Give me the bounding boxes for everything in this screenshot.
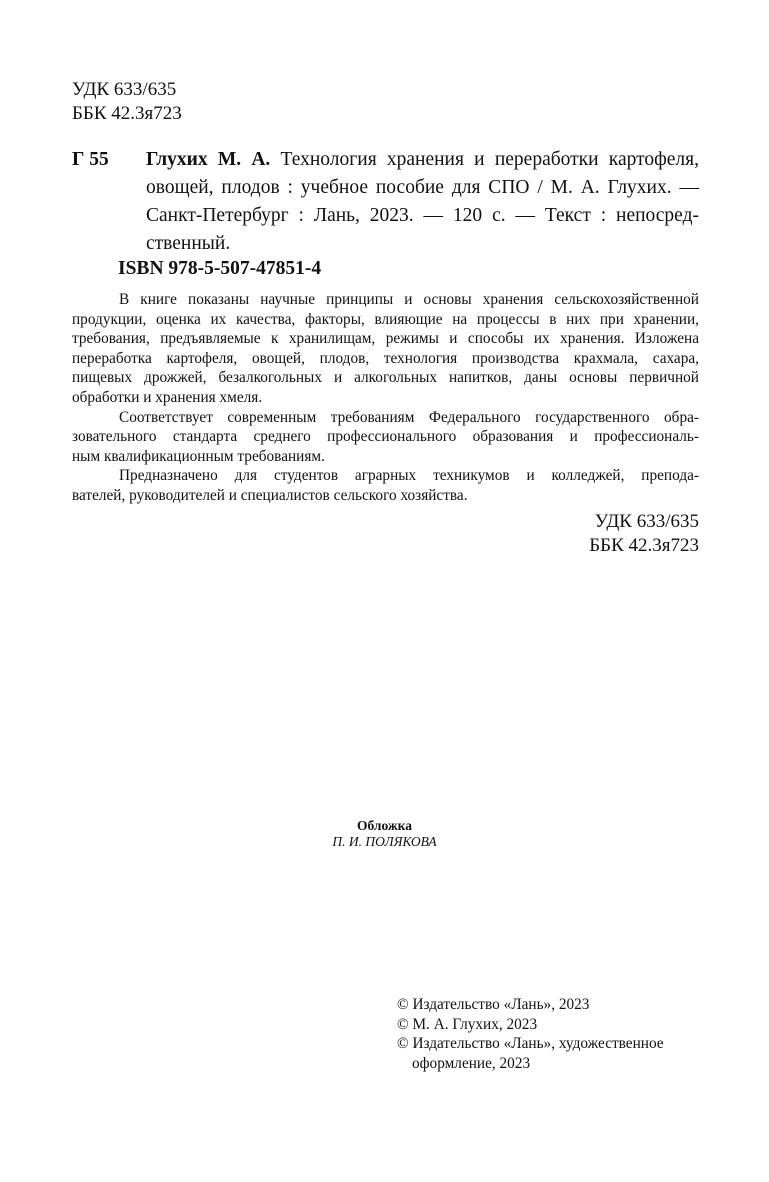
copyright-line: оформление, 2023: [412, 1054, 531, 1072]
entry-line: овощей, плодов : учебное пособие для СПО / М. А. Глухих. —: [146, 177, 699, 198]
copyright-line: © Издательство «Лань», художественное: [397, 1035, 664, 1053]
entry-line: Санкт-Петербург : Лань, 2023. — 120 с. — Текст : непосред-: [146, 205, 699, 226]
author-name: Глухих М. А.: [146, 149, 271, 170]
abstract: [72, 290, 699, 506]
entry-line: [146, 146, 699, 174]
udk-bbk-footer: [589, 510, 699, 558]
bbk-code: ББК 42.3я723: [589, 535, 699, 556]
copyright-line: © М. А. Глухих, 2023: [397, 1015, 538, 1033]
udk-code: УДК 633/635: [594, 511, 699, 532]
abstract-line: пищевых дрожжей, безалкогольных и алкогольных напитков, даны основы первичной: [72, 369, 699, 387]
udk-code: УДК 633/635: [72, 79, 177, 100]
cover-credit-title: Обложка: [356, 818, 412, 833]
abstract-line: обработки и хранения хмеля.: [72, 388, 263, 406]
abstract-line: Предназначено для студентов аграрных техникумов и колледжей, препода-: [119, 467, 699, 485]
abstract-line: продукции, оценка их качества, факторы, влияющие на процессы в них при хранении,: [72, 310, 699, 328]
copyright-block: [397, 995, 664, 1073]
abstract-line: зовательного стандарта среднего профессионального образования и профессиональ-: [72, 428, 699, 446]
abstract-line: В книге показаны научные принципы и основы хранения сельскохозяйственной: [119, 291, 699, 308]
book-title: Технология хранения и переработки картофеля,: [280, 149, 700, 170]
cover-credit-name: П. И. ПОЛЯКОВА: [332, 834, 437, 849]
abstract-line: переработка картофеля, овощей, плодов, технология производства крахмала, сахара,: [72, 349, 699, 367]
isbn: ISBN 978-5-507-47851-4: [118, 258, 322, 279]
entry-line: ственный.: [146, 233, 231, 254]
bibliographic-entry: [146, 146, 699, 258]
udk-bbk-header: [72, 78, 182, 126]
bbk-code: ББК 42.3я723: [72, 103, 182, 124]
author-mark: Г 55: [72, 149, 109, 170]
abstract-line: Соответствует современным требованиям Федерального государственного обра-: [119, 408, 699, 426]
abstract-line: вателей, руководителей и специалистов сельского хозяйства.: [72, 486, 468, 504]
copyright-line: © Издательство «Лань», 2023: [397, 996, 590, 1013]
abstract-line: требования, предъявляемые к хранилищам, режимы и способы их хранения. Изложена: [72, 330, 699, 348]
abstract-line: ным квалификационным требованиям.: [72, 447, 325, 465]
